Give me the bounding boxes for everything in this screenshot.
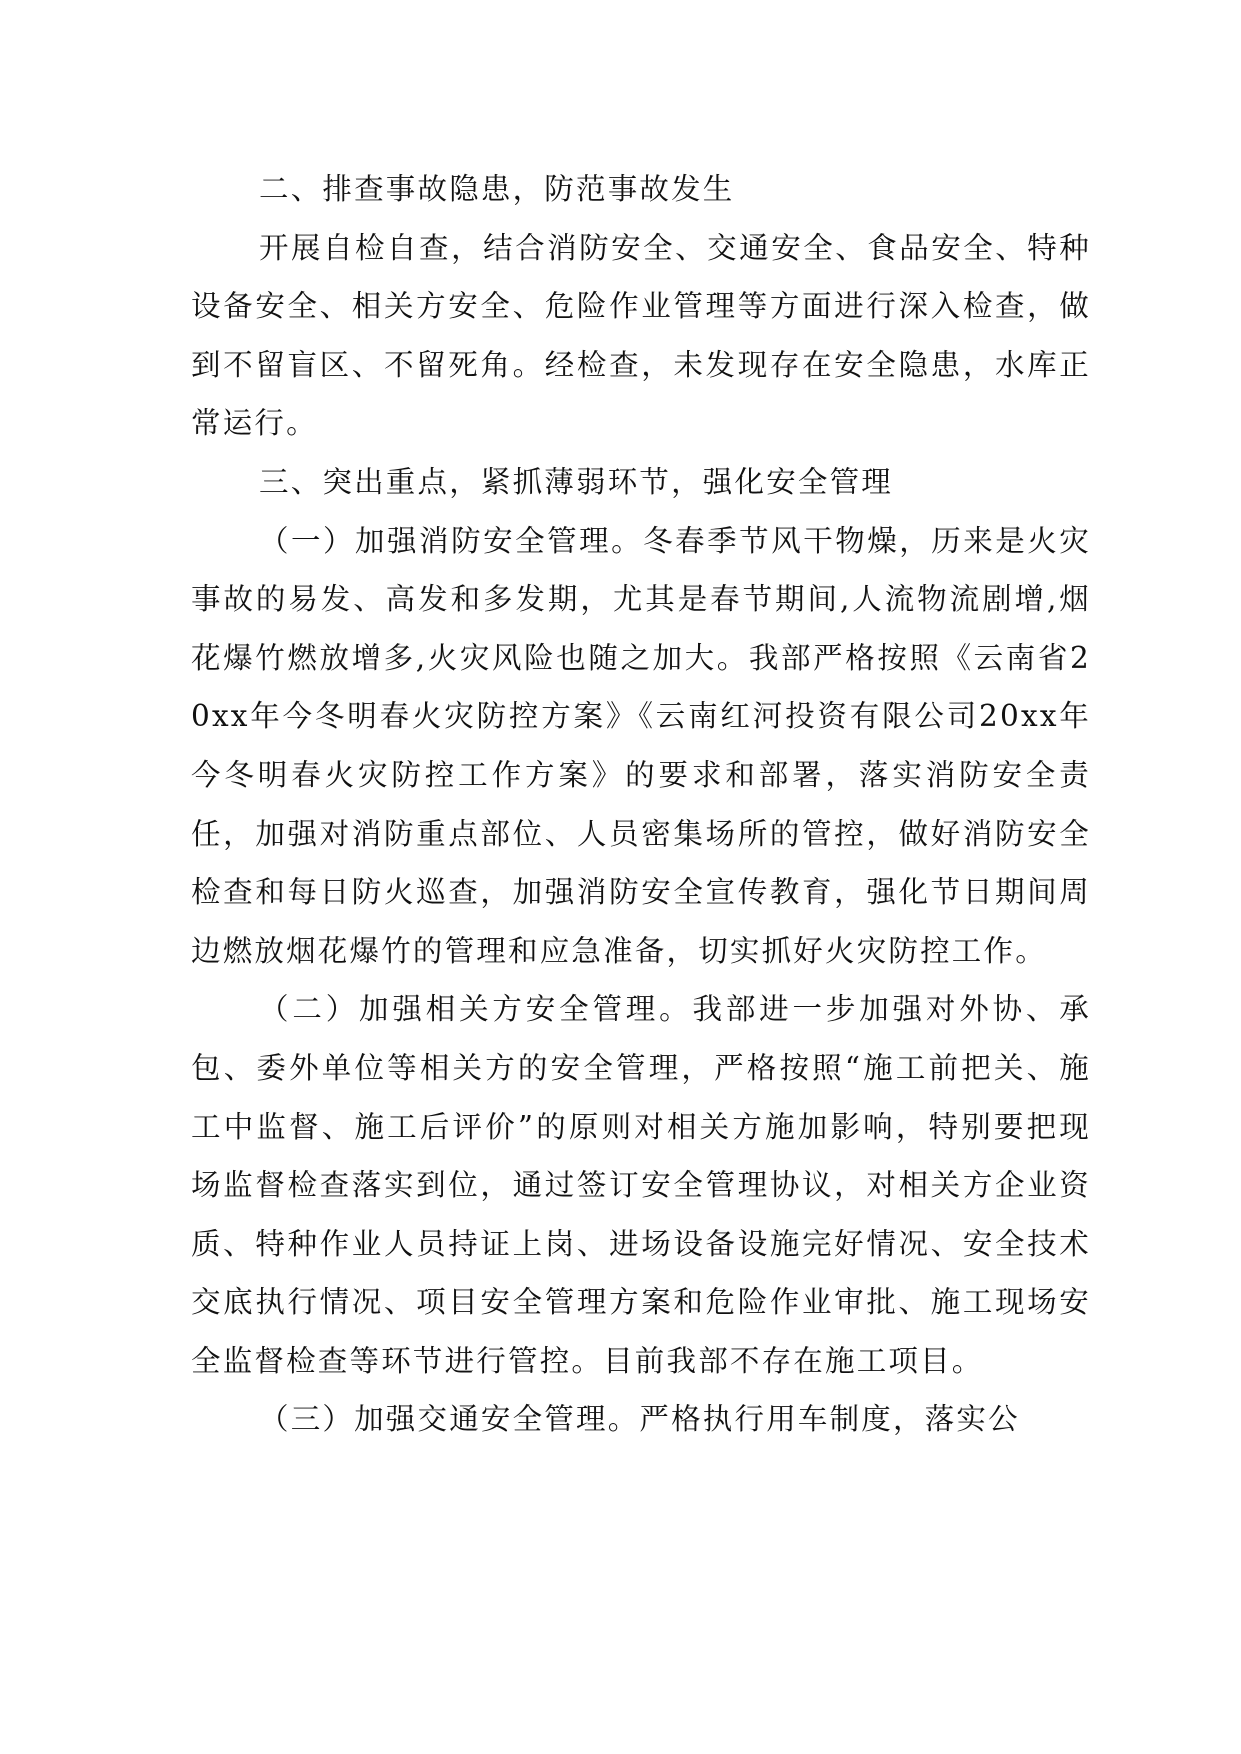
paragraph-related-party-safety: （二）加强相关方安全管理。我部进一步加强对外协、承包、委外单位等相关方的安全管理，严格按照“施工前把关、施工中监督、施工后评价”的原则对相关方施加影响，特别要把现场监督检查落实到位，通过签订安全管理协议，对相关方企业资质、特种作业人员持证上岗、进场设备设施完好情况、安全技术交底执行情况、项目安全管理方案和危险作业审批、施工现场安全监督检查等环节进行管控。目前我部不存在施工项目。 xyxy=(191,992,1091,1378)
section-heading-3: 三、突出重点，紧抓薄弱环节，强化安全管理 xyxy=(259,464,894,499)
document-body xyxy=(191,160,1091,1449)
section-heading-2: 二、排查事故隐患，防范事故发生 xyxy=(259,172,735,206)
paragraph-traffic-safety: （三）加强交通安全管理。严格执行用车制度，落实公 xyxy=(259,1402,1020,1437)
paragraph-fire-safety: （一）加强消防安全管理。冬春季节风干物燥，历来是火灾事故的易发、高发和多发期，尤其是春节期间,人流物流剧增,烟花爆竹燃放增多,火灾风险也随之加大。我部严格按照《云南省20xx年今冬明春火灾防控方案》《云南红河投资有限公司20xx年今冬明春火灾防控工作方案》的要求和部署，落实消防安全责任，加强对消防重点部位、人员密集场所的管控，做好消防安全检查和每日防火巡查，加强消防安全宣传教育，强化节日期间周边燃放烟花爆竹的管理和应急准备，切实抓好火灾防控工作。 xyxy=(191,523,1091,968)
paragraph-self-inspection: 开展自检自查，结合消防安全、交通安全、食品安全、特种设备安全、相关方安全、危险作业管理等方面进行深入检查，做到不留盲区、不留死角。经检查，未发现存在安全隐患，水库正常运行。 xyxy=(191,230,1091,441)
